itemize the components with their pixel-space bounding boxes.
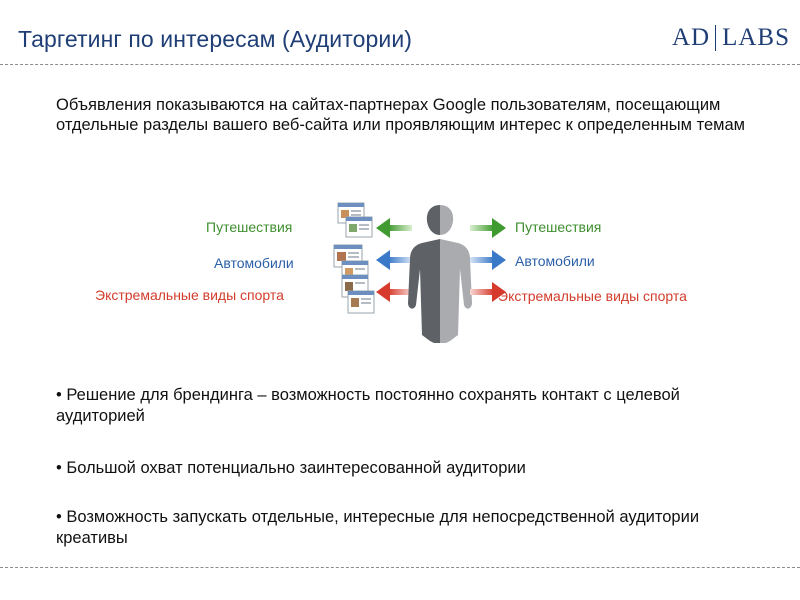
interest-targeting-illustration	[90, 185, 730, 360]
slide-title: Таргетинг по интересам (Аудитории)	[18, 26, 413, 52]
person-silhouette-icon	[408, 205, 472, 343]
left-label-travel: Путешествия	[206, 219, 293, 235]
bullet-branding: • Решение для брендинга – возможность постоянно сохранять контакт с целевой аудиторией	[56, 386, 680, 425]
website-thumbnails-travel	[338, 203, 372, 237]
illustration-graphic	[90, 185, 730, 360]
adlabs-logo	[672, 24, 790, 52]
arrow-icon-right-auto	[470, 250, 506, 270]
header-divider	[0, 64, 800, 65]
arrow-icon-left-sport	[376, 282, 412, 302]
right-label-travel: Путешествия	[515, 219, 602, 235]
logo-ad: AD	[672, 24, 711, 51]
left-label-auto: Автомобили	[214, 255, 294, 271]
intro-text: Объявления показываются на сайтах-партнерах Google пользователям, посещающим отдельные разделы вашего веб-сайта или проявляющим интерес к определенным темам	[56, 96, 745, 134]
right-label-sport: Экстремальные виды спорта	[498, 288, 687, 304]
bullet-creatives: • Возможность запускать отдельные, интересные для непосредственной аудитории креативы	[56, 508, 700, 547]
logo-divider	[715, 25, 716, 51]
arrow-icon-right-travel	[470, 218, 506, 238]
logo-labs: LABS	[722, 24, 791, 51]
right-label-auto: Автомобили	[515, 253, 595, 269]
bullet-reach: • Большой охват потенциально заинтересованной аудитории	[56, 459, 526, 477]
footer-divider	[0, 567, 800, 568]
arrow-icon-left-travel	[376, 218, 412, 238]
left-label-sport: Экстремальные виды спорта	[95, 287, 284, 303]
arrow-icon-left-auto	[376, 250, 412, 270]
website-thumbnails-sport	[342, 275, 374, 313]
